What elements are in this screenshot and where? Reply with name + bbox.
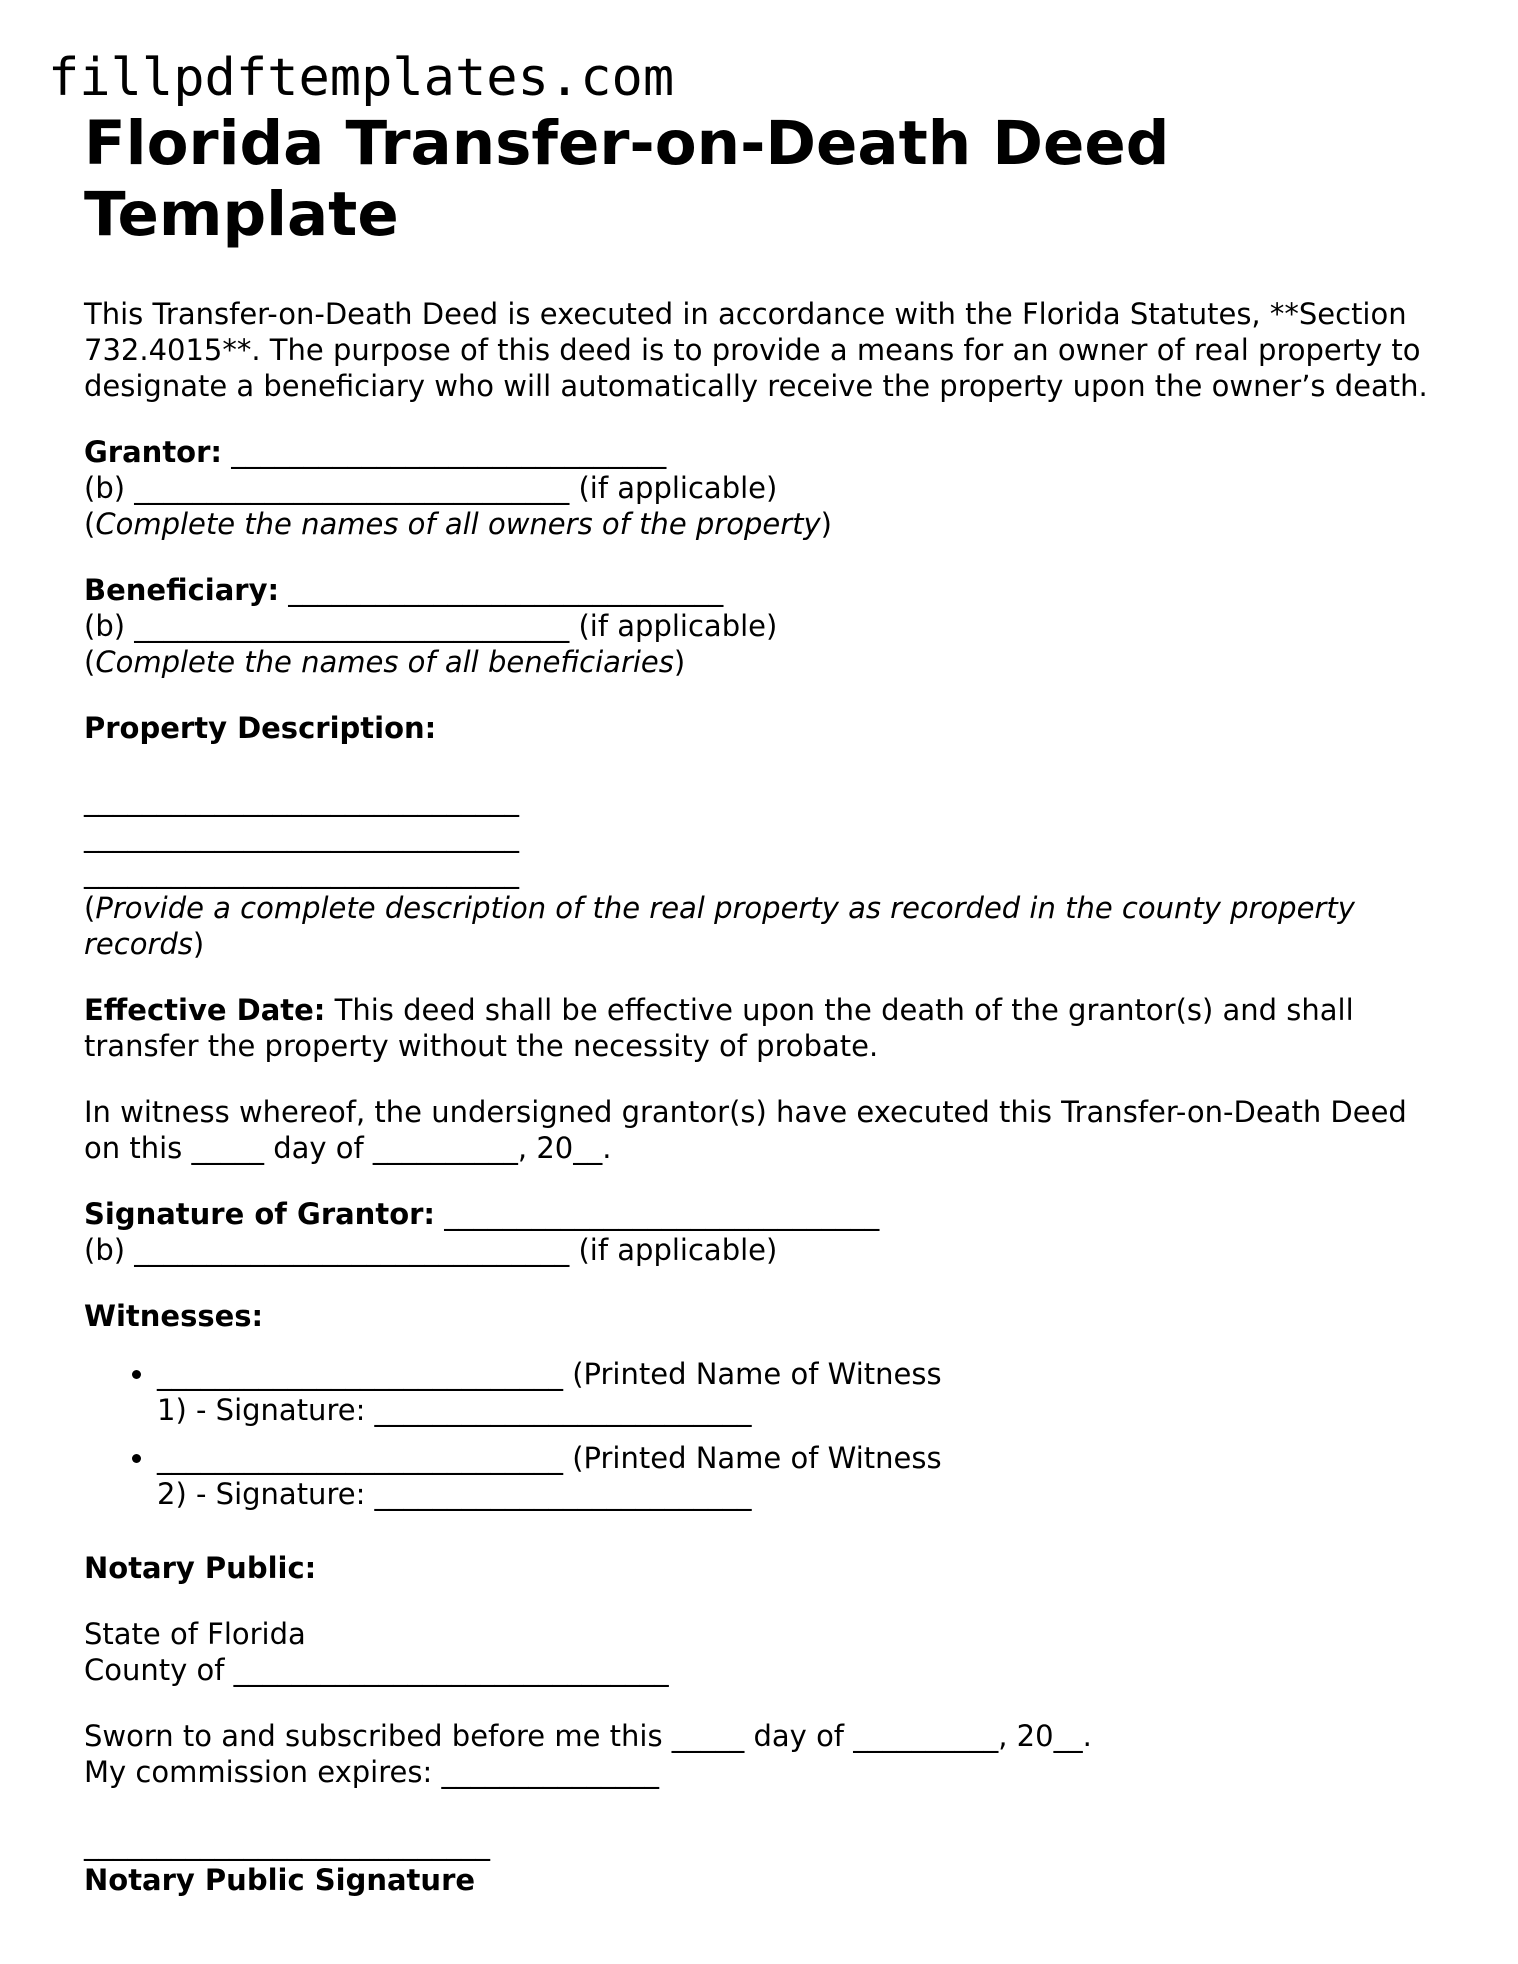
grantor-note-close: ) (820, 507, 832, 541)
notary-sworn[interactable]: Sworn to and subscribed before me this _____ day of __________, 20__. (84, 1719, 1092, 1753)
notary-label: Notary Public: (84, 1551, 317, 1585)
property-line-1[interactable]: ______________________________ (84, 783, 519, 817)
beneficiary-b-line[interactable]: (b) ______________________________ (if applicable) (84, 609, 778, 643)
notary-commission[interactable]: My commission expires: _______________ (84, 1755, 659, 1789)
effective-date-label: Effective Date: (84, 993, 326, 1027)
witness-clause: In witness whereof, the undersigned grantor(s) have executed this Transfer-on-Death Deed on this _____ day of __________, 20__. (84, 1095, 1407, 1165)
property-note: Provide a complete description of the real property as recorded in the county property records (84, 891, 1355, 961)
beneficiary-note-open: ( (84, 645, 96, 679)
beneficiary-section (84, 572, 1444, 680)
witnesses-label: Witnesses: (84, 1299, 264, 1333)
notary-signature-line[interactable]: ____________________________ (84, 1827, 490, 1861)
signature-b-line[interactable]: (b) ______________________________ (if applicable) (84, 1233, 778, 1267)
effective-date-text: This deed shall be effective upon the death of the grantor(s) and shall transfer the property without the necessity of probate. (84, 993, 1354, 1063)
witness-item-1[interactable]: • ____________________________ (Printed Name of Witness 1) - Signature: __________________________ (157, 1356, 957, 1428)
intro-paragraph: This Transfer-on-Death Deed is executed in accordance with the Florida Statutes, **Section 732.4015**. The purpose of this deed is to provide a means for an owner of real property to designate a beneficiary who will automatically receive the property upon the owner’s death. (84, 297, 1428, 403)
property-section (84, 782, 1444, 962)
property-label: Property Description: (84, 711, 437, 745)
grantor-section (84, 434, 1444, 542)
notary-label-row (84, 1550, 1444, 1586)
notary-county[interactable]: County of ______________________________ (84, 1653, 669, 1687)
witness-list (84, 1356, 1444, 1512)
beneficiary-note: Complete the names of all beneficiaries (95, 645, 674, 679)
property-label-row (84, 710, 1444, 746)
property-note-open: ( (84, 891, 96, 925)
witnesses-label-row (84, 1298, 1444, 1334)
property-line-3[interactable]: ______________________________ (84, 855, 519, 889)
beneficiary-label: Beneficiary: (84, 573, 280, 607)
grantor-b-line[interactable]: (b) ______________________________ (if applicable) (84, 471, 778, 505)
grantor-note-open: ( (84, 507, 96, 541)
notary-signature-label: Notary Public Signature (84, 1863, 476, 1897)
grantor-label: Grantor: (84, 435, 223, 469)
signature-section (84, 1196, 1444, 1268)
effective-date-section (84, 992, 1444, 1064)
notary-location (84, 1616, 1444, 1688)
notary-sworn-section (84, 1718, 1444, 1790)
property-line-2[interactable]: ______________________________ (84, 819, 519, 853)
document-title: Florida Transfer-on-Death Deed Template (84, 108, 1170, 250)
notary-state: State of Florida (84, 1617, 306, 1651)
grantor-name-line[interactable]: ______________________________ (222, 435, 667, 469)
signature-line[interactable]: ______________________________ (435, 1197, 880, 1231)
grantor-note: Complete the names of all owners of the property (95, 507, 821, 541)
beneficiary-name-line[interactable]: ______________________________ (279, 573, 724, 607)
site-watermark: fillpdftemplates.com (48, 48, 675, 108)
witness-item-2[interactable]: • ____________________________ (Printed Name of Witness 2) - Signature: __________________________ (157, 1440, 957, 1512)
signature-label: Signature of Grantor: (84, 1197, 436, 1231)
beneficiary-note-close: ) (673, 645, 686, 679)
document-body (84, 108, 1444, 1928)
notary-signature-section (84, 1826, 1444, 1898)
property-note-close: ) (192, 927, 205, 961)
